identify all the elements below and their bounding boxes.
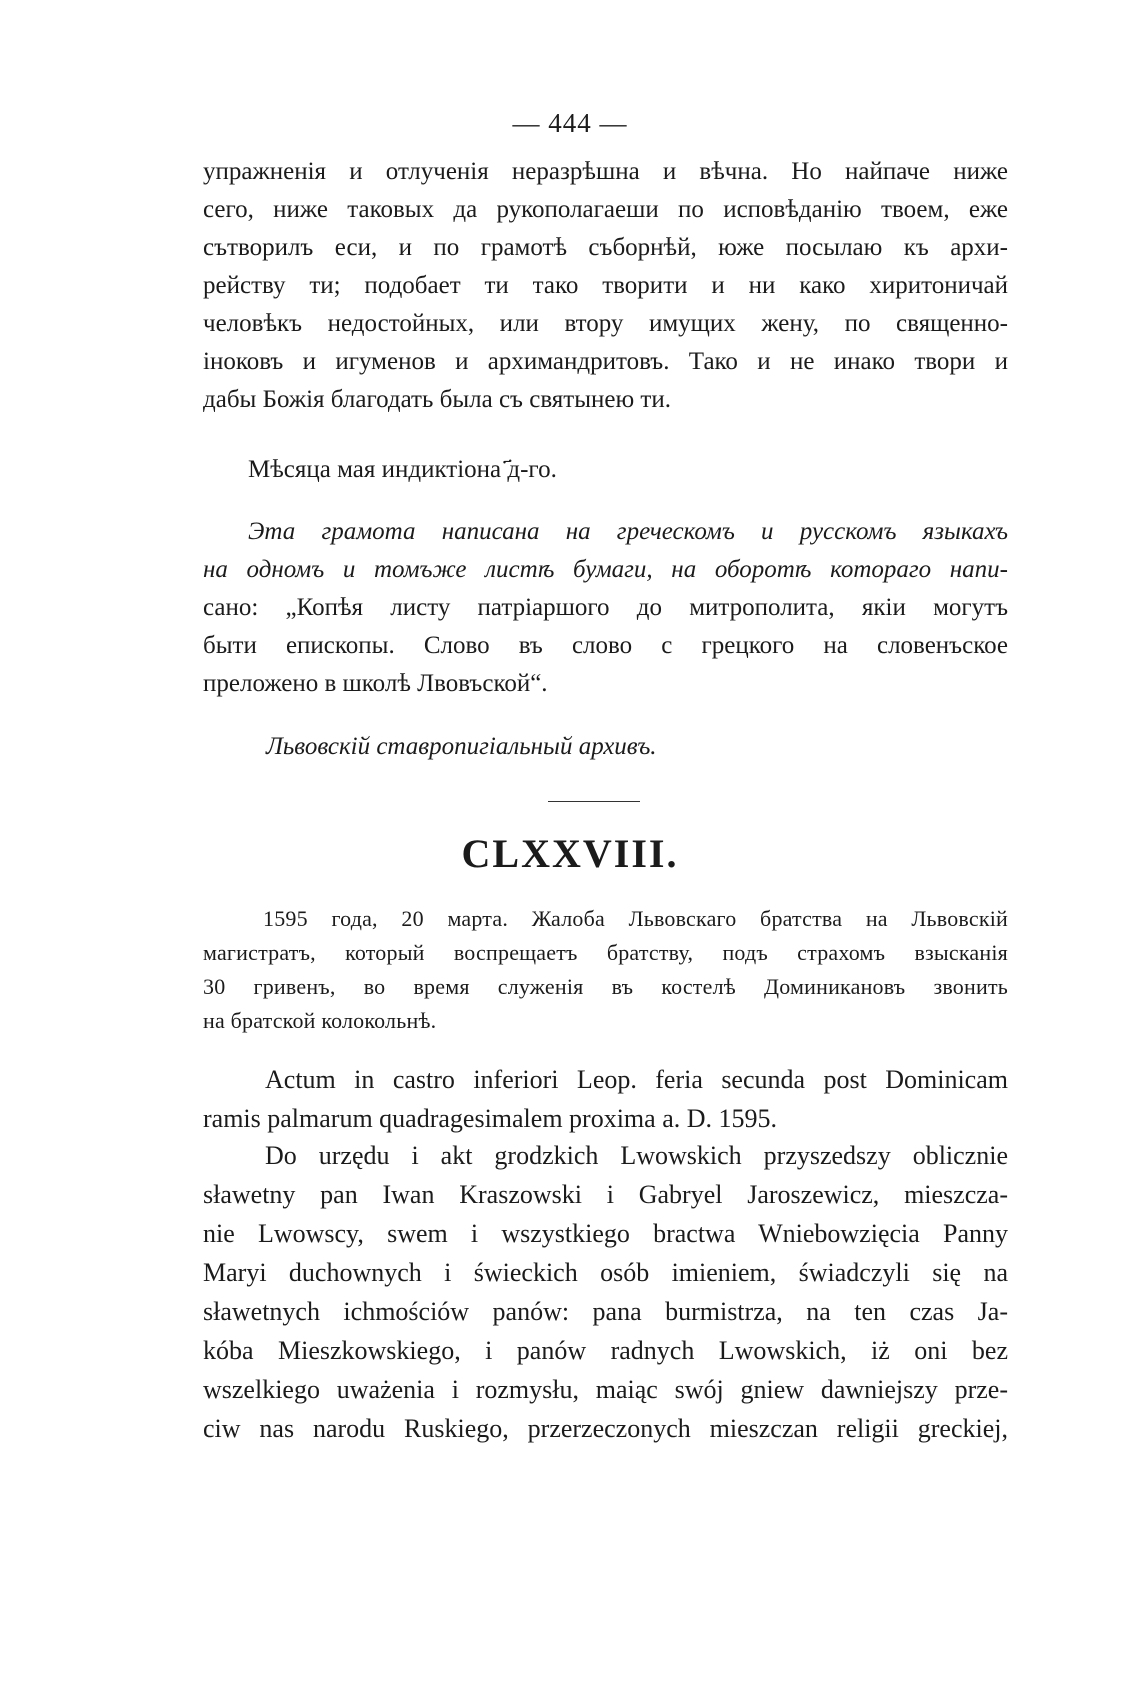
body-line: sławetnych ichmościów panów: pana burmistrza, na ten czas Ja-	[203, 1297, 1008, 1326]
summary-line: магистратъ, который воспрещаетъ братству, подъ страхомъ взысканія	[203, 940, 1008, 965]
page-number: — 444 —	[512, 108, 628, 138]
note-line: быти епископы. Слово въ слово с грецкого на словенъское	[203, 632, 1008, 659]
body-line: ciw nas narodu Ruskiego, przerzeczonych mieszczan religii greckiej,	[203, 1414, 1008, 1443]
letter-line: человѣкъ недостойных, или втору имущих жену, по священно-	[203, 310, 1008, 337]
body-line: Do urzędu i akt grodzkich Lwowskich przyszedszy oblicznie	[265, 1141, 1008, 1170]
section-number: CLXXVIII.	[461, 831, 679, 876]
actum-line: ramis palmarum quadragesimalem proxima a. D. 1595.	[203, 1104, 778, 1133]
letter-line: сътворилъ еси, и по грамотѣ съборнѣй, юже посылаю къ архи-	[203, 234, 1008, 261]
letter-line: рейству ти; подобает ти тако творити и ни како хиритоничай	[203, 272, 1008, 299]
editorial-note	[203, 513, 1008, 703]
summary-line: 1595 года, 20 марта. Жалоба Львовскаго братства на Львовскій	[263, 906, 1008, 931]
letter-line: дабы Божія благодать была съ святынею ти.	[203, 386, 671, 413]
letter-line: упражненія и отлученія неразрѣшна и вѣчна. Но найпаче ниже	[203, 158, 1008, 185]
body-line: sławetny pan Iwan Kraszowski i Gabryel Jaroszewicz, mieszcza-	[203, 1180, 1008, 1209]
summary-line: на братской колокольнѣ.	[203, 1008, 437, 1033]
archive-source: Львовскій ставропигіальный архивъ.	[266, 733, 657, 760]
note-line: сано: „Копѣя листу патріаршого до митрополита, якіи могутъ	[203, 594, 1008, 621]
letter-line: іноковъ и игуменов и архимандритовъ. Тако и не инако твори и	[203, 348, 1008, 375]
date-line: Мѣсяца мая индиктіона ҃д-го.	[248, 456, 557, 483]
note-line: преложено в школѣ Лвовъской“.	[203, 670, 548, 697]
letter-body	[203, 153, 1008, 419]
actum-block	[203, 1060, 1008, 1138]
summary-line: 30 гривенъ, во время служенія въ костелѣ Доминикановъ звонить	[203, 974, 1008, 999]
body-line: Maryi duchownych i świeckich osób imieniem, świadczyli się na	[203, 1258, 1008, 1287]
polish-body	[203, 1136, 1008, 1448]
note-line: Эта грамота написана на греческомъ и русскомъ языкахъ	[248, 518, 1008, 545]
section-divider	[548, 801, 640, 802]
body-line: kóba Mieszkowskiego, i panów radnych Lwowskich, iż oni bez	[203, 1336, 1008, 1365]
letter-line: сего, ниже таковых да рукополагаеши по исповѣданію твоем, еже	[203, 196, 1008, 223]
document-summary	[203, 902, 1008, 1038]
actum-line: Actum in castro inferiori Leop. feria secunda post Dominicam	[265, 1065, 1008, 1094]
body-line: nie Lwowscy, swem i wszystkiego bractwa Wniebowzięcia Panny	[203, 1219, 1008, 1248]
note-line: на одномъ и томъже листѣ бумаги, на оборотѣ котораго напи-	[203, 556, 1008, 583]
body-line: wszelkiego uważenia i rozmysłu, maiąc swój gniew dawniejszy prze-	[203, 1375, 1008, 1404]
